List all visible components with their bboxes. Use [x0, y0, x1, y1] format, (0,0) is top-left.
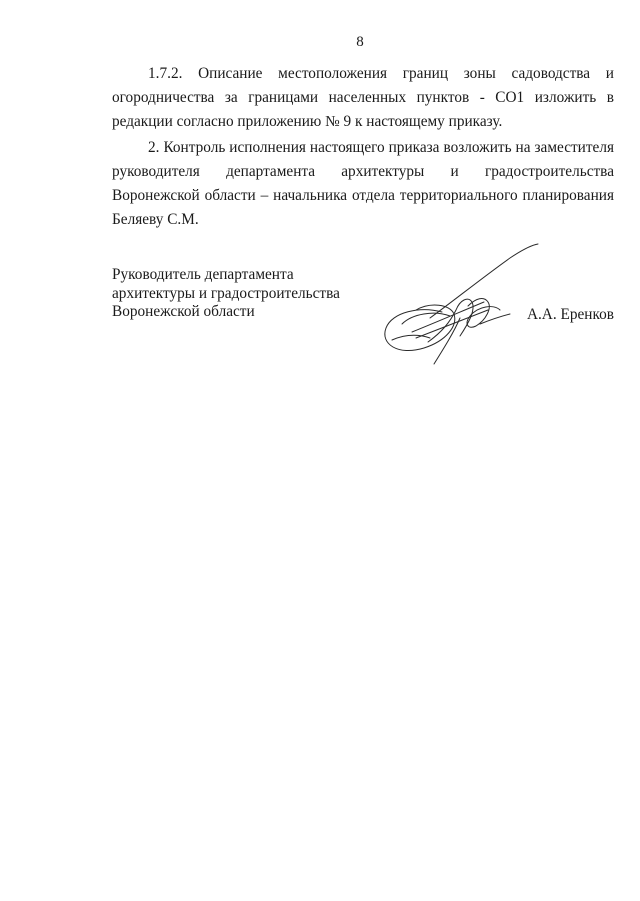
- document-body: [112, 62, 614, 232]
- paragraph-1-7-2: 1.7.2. Описание местоположения границ зоны садоводства и огородничества за границами населенных пунктов - СО1 изложить в редакции согласно приложению № 9 к настоящему приказу.: [112, 65, 614, 130]
- signatory-title-line-1: Руководитель департамента: [112, 266, 294, 283]
- page-number: 8: [356, 34, 364, 50]
- signatory-title-line-2: архитектуры и градостроительства: [112, 284, 340, 302]
- handwritten-signature: [372, 240, 552, 370]
- signatory-title: [112, 266, 340, 322]
- signatory-title-line-3: Воронежской области: [112, 303, 255, 320]
- signatory-name: А.А. Еренков: [526, 306, 614, 323]
- paragraph-2: 2. Контроль исполнения настоящего приказа возложить на заместителя руководителя департамента архитектуры и градостроительства Воронежской области – начальника отдела территориального планирования Беляеву С.М.: [112, 139, 614, 228]
